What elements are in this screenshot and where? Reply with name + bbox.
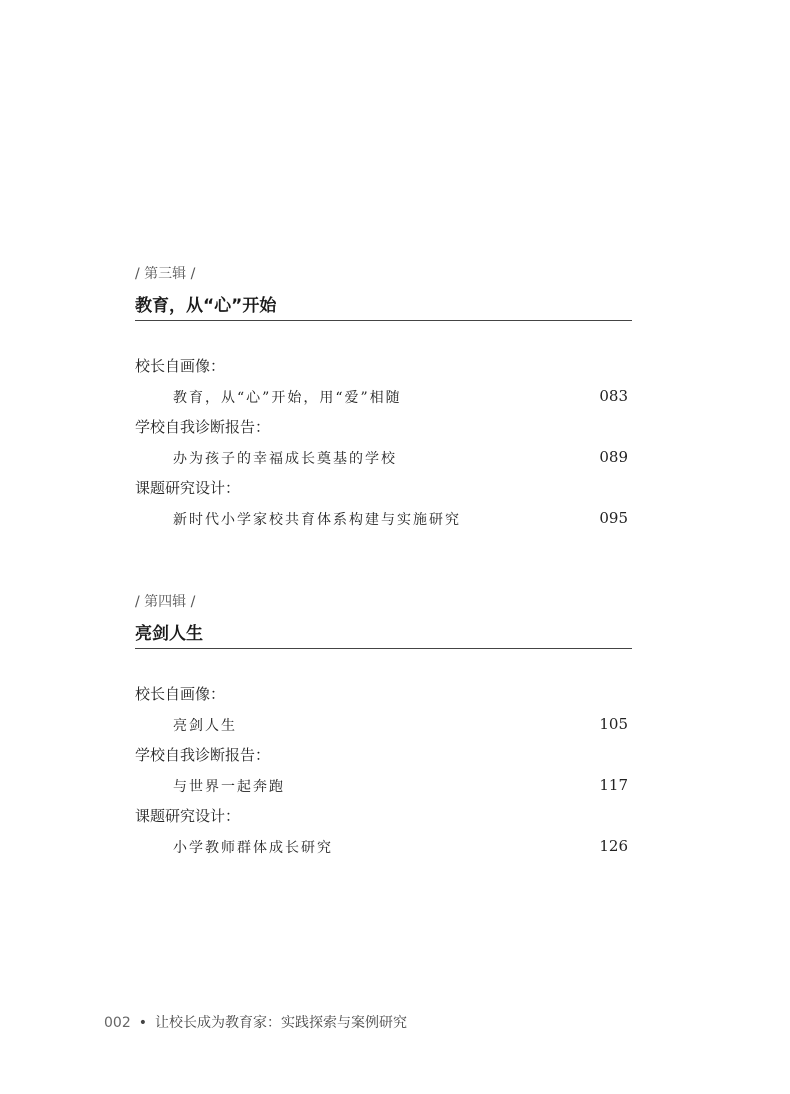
section-divider xyxy=(135,648,632,649)
toc-entry-title: 亮剑人生 xyxy=(173,718,237,734)
toc-list xyxy=(135,355,632,538)
toc-entry[interactable] xyxy=(173,387,628,409)
toc-category: 课题研究设计： xyxy=(135,479,241,497)
page-footer xyxy=(104,1012,407,1032)
toc-group xyxy=(135,477,632,538)
toc-entry-title: 办为孩子的幸福成长奠基的学校 xyxy=(173,451,397,467)
toc-entry-title: 教育，从“心”开始，用“爱”相随 xyxy=(173,390,402,406)
toc-entry[interactable] xyxy=(173,448,628,470)
section-label: / 第三辑 / xyxy=(135,266,196,282)
toc-entry-page: 083 xyxy=(599,387,628,405)
section-title: 亮剑人生 xyxy=(135,624,203,644)
toc-category: 校长自画像： xyxy=(135,685,226,703)
toc-group xyxy=(135,744,632,805)
toc-group xyxy=(135,355,632,416)
toc-entry[interactable] xyxy=(173,509,628,531)
toc-entry-page: 117 xyxy=(599,776,628,794)
toc-entry-page: 089 xyxy=(599,448,628,466)
toc-entry-page: 095 xyxy=(599,509,628,527)
toc-category: 校长自画像： xyxy=(135,357,226,375)
footer-book-title: 让校长成为教育家：实践探索与案例研究 xyxy=(155,1015,407,1031)
toc-category: 学校自我诊断报告： xyxy=(135,418,271,436)
toc-category: 课题研究设计： xyxy=(135,807,241,825)
footer-page-number: 002 xyxy=(104,1015,131,1031)
toc-entry[interactable] xyxy=(173,715,628,737)
toc-entry[interactable] xyxy=(173,776,628,798)
toc-entry-page: 126 xyxy=(599,837,628,855)
toc-entry-title: 与世界一起奔跑 xyxy=(173,779,285,795)
toc-group xyxy=(135,683,632,744)
section-title: 教育，从“心”开始 xyxy=(135,296,277,316)
toc-category: 学校自我诊断报告： xyxy=(135,746,271,764)
toc-entry-page: 105 xyxy=(599,715,628,733)
section-label: / 第四辑 / xyxy=(135,594,196,610)
section-divider xyxy=(135,320,632,321)
toc-list xyxy=(135,683,632,866)
footer-separator: • xyxy=(138,1015,147,1031)
toc-group xyxy=(135,416,632,477)
toc-entry[interactable] xyxy=(173,837,628,859)
toc-group xyxy=(135,805,632,866)
toc-entry-title: 新时代小学家校共育体系构建与实施研究 xyxy=(173,512,461,528)
toc-entry-title: 小学教师群体成长研究 xyxy=(173,840,333,856)
